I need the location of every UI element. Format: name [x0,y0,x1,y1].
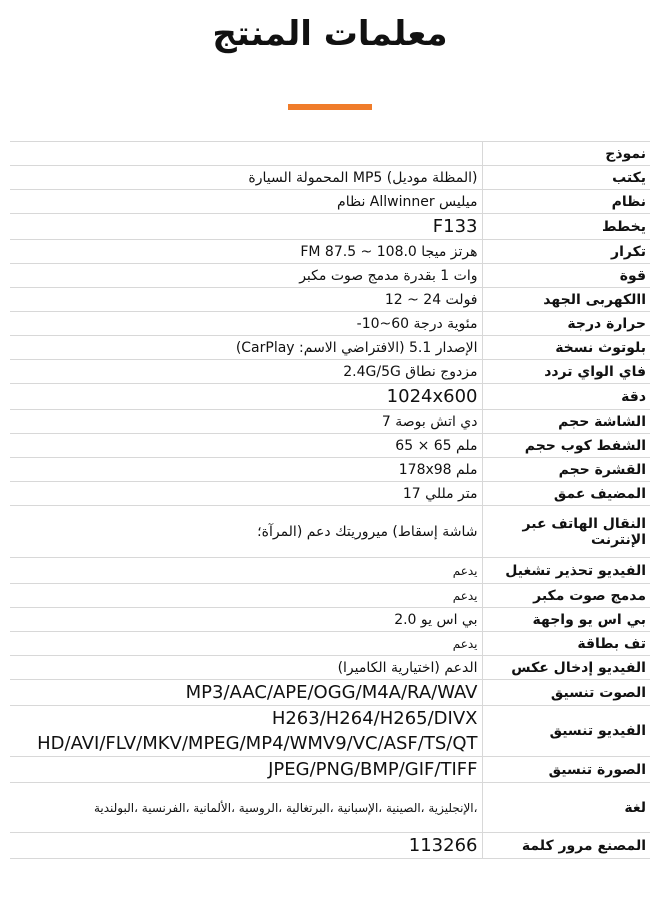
row-value: ،الإنجليزية ،الصينية ،الإسبانية ،البرتغالية ،الروسية ،الألمانية ،الفرنسية ،البولندية [10,783,482,833]
row-label: االكهربى الجهد [482,288,650,312]
page-title: معلمات المنتج [212,14,448,54]
row-value: بي اس يو 2.0 [10,608,482,632]
table-row [10,312,650,336]
row-label: يخطط [482,214,650,240]
row-value: ملم 65 × 65 [10,434,482,458]
title-accent-bar [288,104,372,110]
row-value: الدعم (اختيارية الكاميرا) [10,656,482,680]
row-value: شاشة إسقاط) ميروريتك دعم (المرآة؛ [10,506,482,558]
row-value: F133 [10,214,482,240]
row-label: الفيديو تنسيق [482,706,650,757]
row-value: مئوية درجة 60~10- [10,312,482,336]
table-row [10,757,650,783]
table-row [10,783,650,833]
row-label: نظام [482,190,650,214]
spec-table [10,141,650,859]
table-row [10,166,650,190]
row-value: الإصدار 5.1 (الافتراضي الاسم: CarPlay) [10,336,482,360]
row-label: الفيديو تحذير تشغيل [482,558,650,584]
table-row [10,264,650,288]
table-row [10,584,650,608]
row-value: مزدوج نطاق 2.4G/5G [10,360,482,384]
table-row [10,190,650,214]
row-label: فاي الواي تردد [482,360,650,384]
row-label: الصوت تنسيق [482,680,650,706]
table-row [10,434,650,458]
row-label: تف بطاقة [482,632,650,656]
row-label: الشفط كوب حجم [482,434,650,458]
row-label: المصنع مرور كلمة [482,833,650,859]
table-row [10,458,650,482]
row-value: 1024x600 [10,384,482,410]
table-row [10,482,650,506]
row-label: قوة [482,264,650,288]
table-row [10,142,650,166]
row-value: وات 1 بقدرة مدمج صوت مكبر [10,264,482,288]
table-row [10,410,650,434]
row-value: (المظلة موديل) MP5 المحمولة السيارة [10,166,482,190]
row-label: دقة [482,384,650,410]
row-value: H263/H264/H265/DIVX HD/AVI/FLV/MKV/MPEG/MP4/WMV9/VC/ASF/TS/QT [10,706,482,757]
row-value: يدعم [10,632,482,656]
row-label: تكرار [482,240,650,264]
table-row [10,656,650,680]
row-label: مدمج صوت مكبر [482,584,650,608]
row-value: دي اتش بوصة 7 [10,410,482,434]
table-row [10,706,650,757]
row-label: حرارة درجة [482,312,650,336]
table-row [10,384,650,410]
row-label: يكتب [482,166,650,190]
table-row [10,360,650,384]
table-row [10,288,650,312]
row-label: بلوتوث نسخة [482,336,650,360]
table-row [10,506,650,558]
row-value: متر مللي 17 [10,482,482,506]
table-row [10,680,650,706]
row-value: MP3/AAC/APE/OGG/M4A/RA/WAV [10,680,482,706]
row-label: القشرة حجم [482,458,650,482]
row-value: فولت 24 ~ 12 [10,288,482,312]
row-label: المضيف عمق [482,482,650,506]
row-label: لغة [482,783,650,833]
table-row [10,336,650,360]
row-value: ملم 178x98 [10,458,482,482]
row-value: JPEG/PNG/BMP/GIF/TIFF [10,757,482,783]
row-label: نموذج [482,142,650,166]
row-value: يدعم [10,584,482,608]
row-label: الصورة تنسيق [482,757,650,783]
table-row [10,833,650,859]
row-label: النقال الهاتف عبر الإنترنت [482,506,650,558]
row-label: الفيديو إدخال عكس [482,656,650,680]
row-value [10,142,482,166]
row-label: الشاشة حجم [482,410,650,434]
row-value: هرتز ميجا 108.0 ~ FM 87.5 [10,240,482,264]
table-row [10,240,650,264]
row-value: 113266 [10,833,482,859]
table-row [10,632,650,656]
row-value: يدعم [10,558,482,584]
row-label: بي اس يو واجهة [482,608,650,632]
row-value: ميليس Allwinner نظام [10,190,482,214]
table-row [10,608,650,632]
table-row [10,558,650,584]
table-row [10,214,650,240]
